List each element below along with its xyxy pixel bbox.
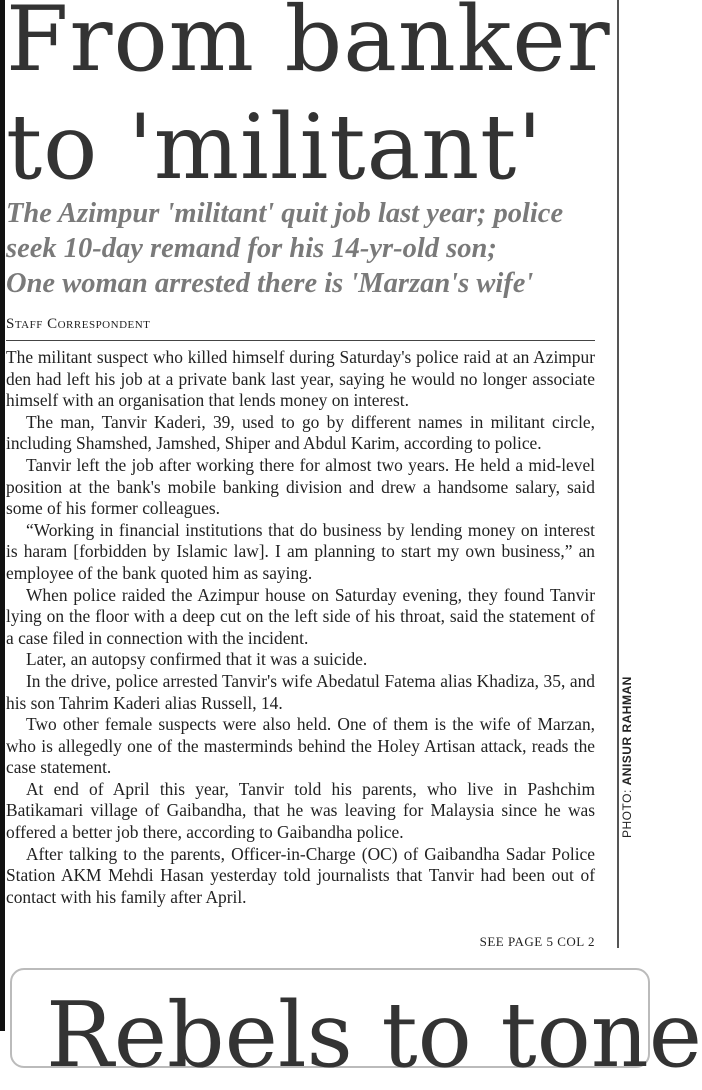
paragraph: Later, an autopsy confirmed that it was a suicide. (26, 649, 368, 670)
deck-line-2: seek 10-day remand for his 14-yr-old son; (6, 233, 497, 264)
photo-credit-label: PHOTO: (620, 785, 634, 838)
byline-divider (6, 340, 595, 341)
paragraph: Two other female suspects were also held. One of them is the wife of Marzan, who is allegedly one of the masterminds behind the Holey Artisan attack, reads the case statement. (6, 714, 595, 778)
photo-credit-name: ANISUR RAHMAN (620, 676, 634, 786)
paragraph: At end of April this year, Tanvir told his parents, who live in Pashchim Batikamari village of Gaibandha, that he was leaving for Malaysia since he was offered a better job there, according to Gaibandha police. (6, 778, 595, 843)
paragraph: After talking to the parents, Officer-in-Charge (OC) of Gaibandha Sadar Police Station AKM Mehdi Hasan yesterday told journalists that Tanvir had been out of contact with his family after April. (6, 843, 595, 907)
headline (6, 0, 616, 202)
deck-line-1: The Azimpur 'militant' quit job last year; police (6, 198, 564, 229)
photo-credit (620, 676, 634, 838)
headline-line-1: From banker (6, 0, 611, 92)
paragraph: When police raided the Azimpur house on Saturday evening, they found Tanvir lying on the floor with a deep cut on the left side of his throat, said the statement of a case filed in connection with the incident. (6, 584, 595, 648)
continuation-jump[interactable]: SEE PAGE 5 COL 2 (479, 934, 595, 949)
paragraph: “Working in financial institutions that do business by lending money on interest is haram [forbidden by Islamic law]. I am planning to start my own business,” an employee of the bank quoted him as saying. (6, 519, 595, 583)
headline-line-2: to 'militant' (6, 95, 544, 200)
deck-line-3: One woman arrested there is 'Marzan's wife' (6, 268, 534, 299)
paragraph: The man, Tanvir Kaderi, 39, used to go by different names in militant circle, including Shamshed, Jamshed, Shiper and Abdul Karim, according to police. (6, 411, 595, 454)
subheadline-deck (6, 196, 606, 301)
paragraph: The militant suspect who killed himself during Saturday's police raid at an Azimpur den had left his job at a private bank last year, saying he would no longer associate himself with an organisation that lends money on interest. (6, 347, 595, 411)
paragraph: Tanvir left the job after working there for almost two years. He held a mid-level position at the bank's mobile banking division and drew a handsome salary, said some of his former colleagues. (6, 454, 595, 519)
column-rule (617, 0, 619, 948)
next-article-headline: Rebels to tone (46, 983, 702, 1088)
paragraph: In the drive, police arrested Tanvir's wife Abedatul Fatema alias Khadiza, 35, and his son Tahrim Kaderi alias Russell, 14. (6, 670, 595, 713)
article-body (6, 347, 595, 908)
next-article-box (10, 968, 702, 1088)
byline: Staff Correspondent (6, 316, 151, 332)
left-column-bar (0, 0, 5, 1031)
